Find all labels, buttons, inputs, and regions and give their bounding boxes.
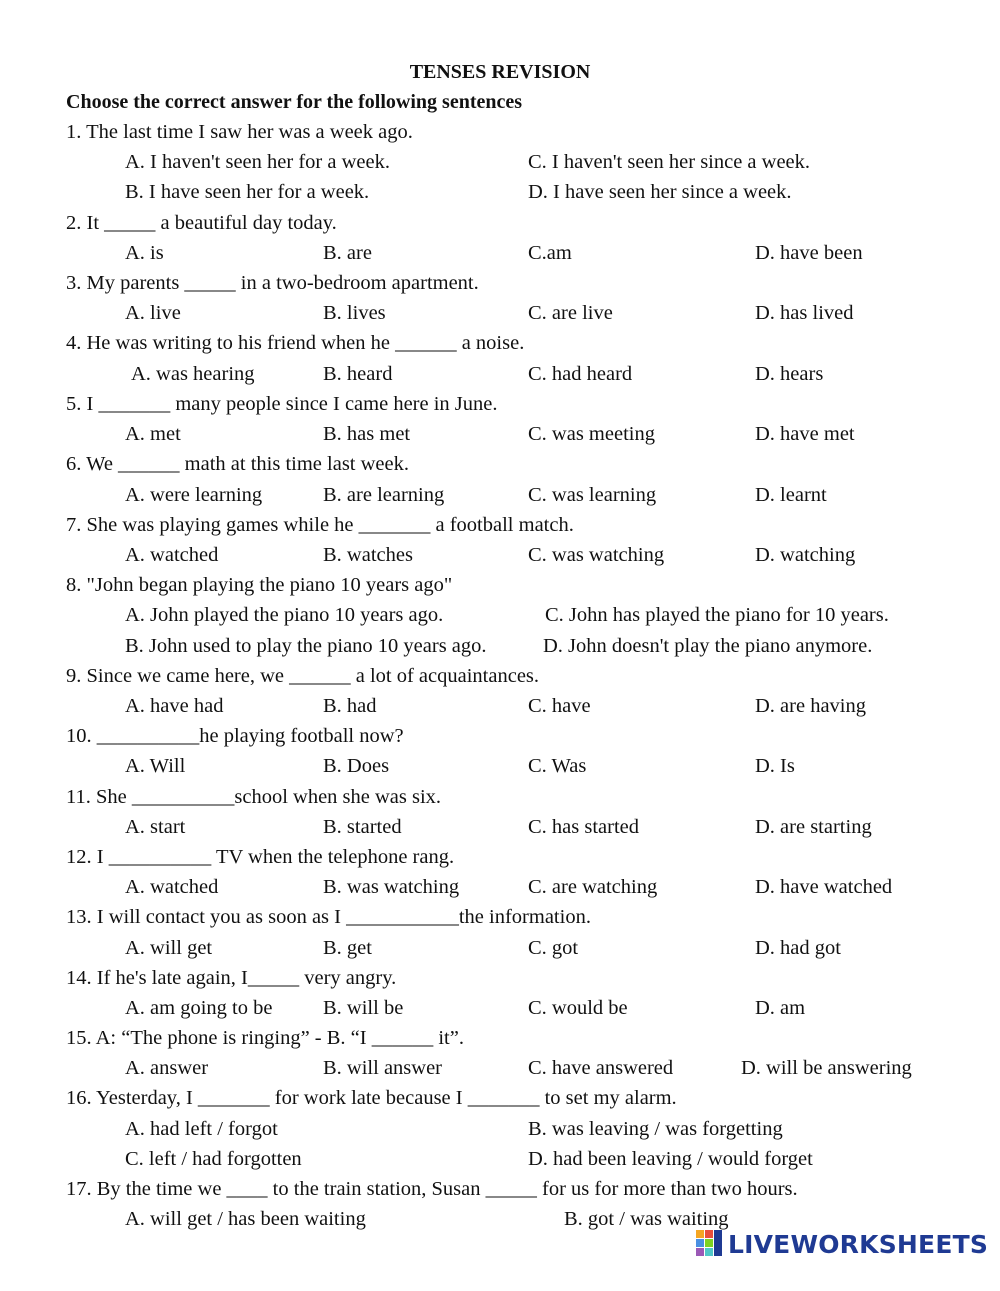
option-9d[interactable]: D. are having	[755, 695, 866, 717]
option-10d[interactable]: D. Is	[755, 755, 795, 777]
option-8c[interactable]: C. John has played the piano for 10 years.	[545, 604, 889, 626]
question-5: 5. I _______ many people since I came here in June.	[66, 393, 498, 415]
question-13: 13. I will contact you as soon as I ___________the information.	[66, 906, 591, 928]
option-6c[interactable]: C. was learning	[528, 484, 657, 506]
question-17: 17. By the time we ____ to the train station, Susan _____ for us for more than two hours.	[66, 1178, 798, 1200]
option-10a[interactable]: A. Will	[125, 755, 186, 777]
question-6: 6. We ______ math at this time last week.	[66, 453, 409, 475]
option-4b[interactable]: B. heard	[323, 363, 393, 385]
option-10b[interactable]: B. Does	[323, 755, 390, 777]
option-1a[interactable]: A. I haven't seen her for a week.	[125, 151, 390, 173]
option-12b[interactable]: B. was watching	[323, 876, 460, 898]
option-2a[interactable]: A. is	[125, 242, 164, 264]
option-9a[interactable]: A. have had	[125, 695, 224, 717]
option-6d[interactable]: D. learnt	[755, 484, 827, 506]
question-2: 2. It _____ a beautiful day today.	[66, 212, 337, 234]
option-4c[interactable]: C. had heard	[528, 363, 633, 385]
question-14: 14. If he's late again, I_____ very angry.	[66, 967, 397, 989]
option-12d[interactable]: D. have watched	[755, 876, 893, 898]
option-8d[interactable]: D. John doesn't play the piano anymore.	[543, 635, 873, 657]
option-15d[interactable]: D. will be answering	[741, 1057, 912, 1079]
option-14c[interactable]: C. would be	[528, 997, 628, 1019]
option-13b[interactable]: B. get	[323, 937, 372, 959]
option-11a[interactable]: A. start	[125, 816, 186, 838]
option-7d[interactable]: D. watching	[755, 544, 856, 566]
option-14d[interactable]: D. am	[755, 997, 806, 1019]
page-title: TENSES REVISION	[409, 61, 591, 83]
option-8b[interactable]: B. John used to play the piano 10 years ago.	[125, 635, 487, 657]
option-16b[interactable]: B. was leaving / was forgetting	[528, 1118, 783, 1140]
option-11c[interactable]: C. has started	[528, 816, 640, 838]
logo-text: LIVEWORKSHEETS	[728, 1229, 989, 1259]
question-7: 7. She was playing games while he _______ a football match.	[66, 514, 574, 536]
option-2d[interactable]: D. have been	[755, 242, 863, 264]
option-4d[interactable]: D. hears	[755, 363, 824, 385]
option-14b[interactable]: B. will be	[323, 997, 404, 1019]
option-7b[interactable]: B. watches	[323, 544, 413, 566]
option-11d[interactable]: D. are starting	[755, 816, 872, 838]
option-10c[interactable]: C. Was	[528, 755, 587, 777]
option-2c[interactable]: C.am	[528, 242, 572, 264]
question-10: 10. __________he playing football now?	[66, 725, 404, 747]
option-12a[interactable]: A. watched	[125, 876, 219, 898]
option-2b[interactable]: B. are	[323, 242, 372, 264]
question-4: 4. He was writing to his friend when he ______ a noise.	[66, 332, 525, 354]
option-7a[interactable]: A. watched	[125, 544, 219, 566]
option-8a[interactable]: A. John played the piano 10 years ago.	[125, 604, 444, 626]
instructions: Choose the correct answer for the following sentences	[66, 91, 523, 113]
option-16c[interactable]: C. left / had forgotten	[125, 1148, 302, 1170]
option-15b[interactable]: B. will answer	[323, 1057, 442, 1079]
option-14a[interactable]: A. am going to be	[125, 997, 273, 1019]
option-3a[interactable]: A. live	[125, 302, 181, 324]
option-13c[interactable]: C. got	[528, 937, 579, 959]
option-16d[interactable]: D. had been leaving / would forget	[528, 1148, 813, 1170]
question-11: 11. She __________school when she was six.	[66, 786, 442, 808]
option-1d[interactable]: D. I have seen her since a week.	[528, 181, 792, 203]
option-3b[interactable]: B. lives	[323, 302, 386, 324]
option-6b[interactable]: B. are learning	[323, 484, 445, 506]
option-5d[interactable]: D. have met	[755, 423, 855, 445]
option-7c[interactable]: C. was watching	[528, 544, 665, 566]
question-16: 16. Yesterday, I _______ for work late because I _______ to set my alarm.	[66, 1087, 677, 1109]
liveworksheets-logo-icon	[696, 1230, 724, 1258]
option-15c[interactable]: C. have answered	[528, 1057, 674, 1079]
option-3d[interactable]: D. has lived	[755, 302, 854, 324]
option-17a[interactable]: A. will get / has been waiting	[125, 1208, 366, 1230]
option-6a[interactable]: A. were learning	[125, 484, 263, 506]
option-9c[interactable]: C. have	[528, 695, 591, 717]
question-12: 12. I __________ TV when the telephone rang.	[66, 846, 455, 868]
option-3c[interactable]: C. are live	[528, 302, 613, 324]
option-13a[interactable]: A. will get	[125, 937, 213, 959]
option-5c[interactable]: C. was meeting	[528, 423, 655, 445]
question-3: 3. My parents _____ in a two-bedroom apartment.	[66, 272, 479, 294]
question-1: 1. The last time I saw her was a week ago.	[66, 121, 413, 143]
option-9b[interactable]: B. had	[323, 695, 377, 717]
option-17b[interactable]: B. got / was waiting	[564, 1208, 729, 1230]
question-8: 8. "John began playing the piano 10 years ago"	[66, 574, 453, 596]
option-1c[interactable]: C. I haven't seen her since a week.	[528, 151, 811, 173]
option-13d[interactable]: D. had got	[755, 937, 841, 959]
option-11b[interactable]: B. started	[323, 816, 402, 838]
option-16a[interactable]: A. had left / forgot	[125, 1118, 278, 1140]
option-5b[interactable]: B. has met	[323, 423, 411, 445]
option-15a[interactable]: A. answer	[125, 1057, 209, 1079]
option-5a[interactable]: A. met	[125, 423, 181, 445]
question-15: 15. A: “The phone is ringing” - B. “I ______ it”.	[66, 1027, 464, 1049]
option-12c[interactable]: C. are watching	[528, 876, 658, 898]
option-1b[interactable]: B. I have seen her for a week.	[125, 181, 370, 203]
liveworksheets-logo[interactable]	[696, 1229, 988, 1259]
question-9: 9. Since we came here, we ______ a lot of acquaintances.	[66, 665, 540, 687]
option-4a[interactable]: A. was hearing	[131, 363, 255, 385]
